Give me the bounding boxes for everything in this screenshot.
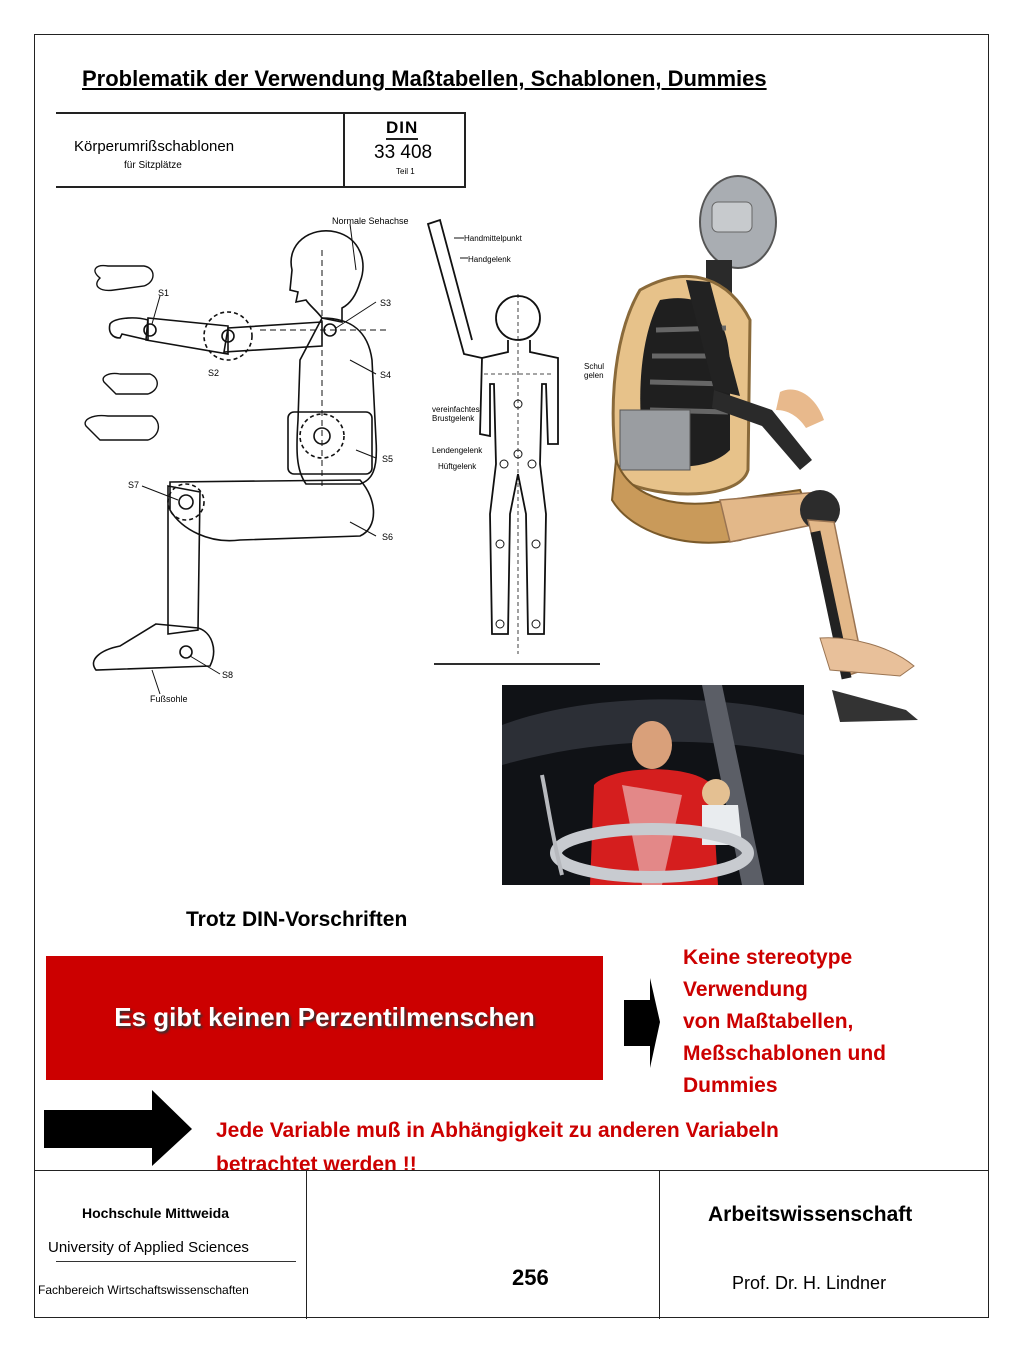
din-title: Körperumrißschablonen xyxy=(74,138,235,155)
page-title: Problematik der Verwendung Maßtabellen, Schablonen, Dummies xyxy=(82,66,767,91)
jede-line-2: betrachtet werden !! xyxy=(216,1153,417,1176)
din-number: 33 408 xyxy=(374,142,433,163)
university-underline xyxy=(56,1261,296,1262)
subject-name: Arbeitswissenschaft xyxy=(708,1203,913,1226)
label-handgelenk: Handgelenk xyxy=(468,255,511,264)
din-logo: DIN xyxy=(386,118,418,140)
keine-line-1: Keine stereotype xyxy=(683,946,853,969)
keine-line-4: Meßschablonen und xyxy=(683,1042,887,1065)
label-fusssohle: Fußsohle xyxy=(150,694,188,704)
label-s7: S7 xyxy=(128,480,140,490)
department-name: Fachbereich Wirtschaftswissenschaften xyxy=(38,1283,249,1297)
din-header xyxy=(56,112,466,188)
trotz-din-label: Trotz DIN-Vorschriften xyxy=(186,908,408,931)
din-header-bottom-line xyxy=(56,186,466,188)
page-number: 256 xyxy=(512,1265,549,1290)
right-arrow-icon xyxy=(624,978,664,1070)
label-s5: S5 xyxy=(382,454,394,464)
din-header-divider xyxy=(343,112,345,188)
label-s6: S6 xyxy=(382,532,394,542)
footer-divider-left xyxy=(306,1171,307,1319)
keine-line-2: Verwendung xyxy=(683,978,808,1001)
school-name: Hochschule Mittweida xyxy=(82,1205,230,1221)
professor-name: Prof. Dr. H. Lindner xyxy=(732,1273,887,1293)
label-brustgelenk: vereinfachtes Brustgelenk xyxy=(432,405,480,423)
label-handmittelpunkt: Handmittelpunkt xyxy=(464,234,522,243)
din-subtitle: für Sitzplätze xyxy=(124,160,182,171)
perzentilmensch-box xyxy=(46,956,603,1080)
footer xyxy=(34,1170,989,1318)
university-name: University of Applied Sciences xyxy=(48,1239,249,1256)
label-s1: S1 xyxy=(158,288,170,298)
label-s2: S2 xyxy=(208,368,220,378)
car-crash-dummy-photo xyxy=(502,685,804,885)
standing-template-drawing xyxy=(424,214,610,674)
din-header-right-edge xyxy=(464,112,466,188)
din-part: Teil 1 xyxy=(396,167,415,176)
jede-line-1: Jede Variable muß in Abhängigkeit zu anderen Variabeln xyxy=(216,1119,779,1142)
crash-test-dummy-image xyxy=(600,170,950,730)
keine-verwendung-text xyxy=(683,942,973,1102)
label-hueftgelenk: Hüftgelenk xyxy=(438,462,477,471)
perzentilmensch-text: Es gibt keinen Perzentilmenschen xyxy=(114,1002,535,1032)
footer-divider-right xyxy=(659,1171,660,1319)
seated-template-drawing xyxy=(60,210,400,710)
din-header-top-line xyxy=(56,112,466,114)
label-s3: S3 xyxy=(380,298,392,308)
label-schultergelenk: Schul gelen xyxy=(584,362,605,380)
label-normale-sehachse: Normale Sehachse xyxy=(332,216,409,226)
big-arrow-icon xyxy=(44,1090,194,1168)
keine-line-3: von Maßtabellen, xyxy=(683,1010,854,1033)
label-s4: S4 xyxy=(380,370,392,380)
label-lendengelenk: Lendengelenk xyxy=(432,446,483,455)
label-s8: S8 xyxy=(222,670,234,680)
keine-line-5: Dummies xyxy=(683,1074,778,1097)
